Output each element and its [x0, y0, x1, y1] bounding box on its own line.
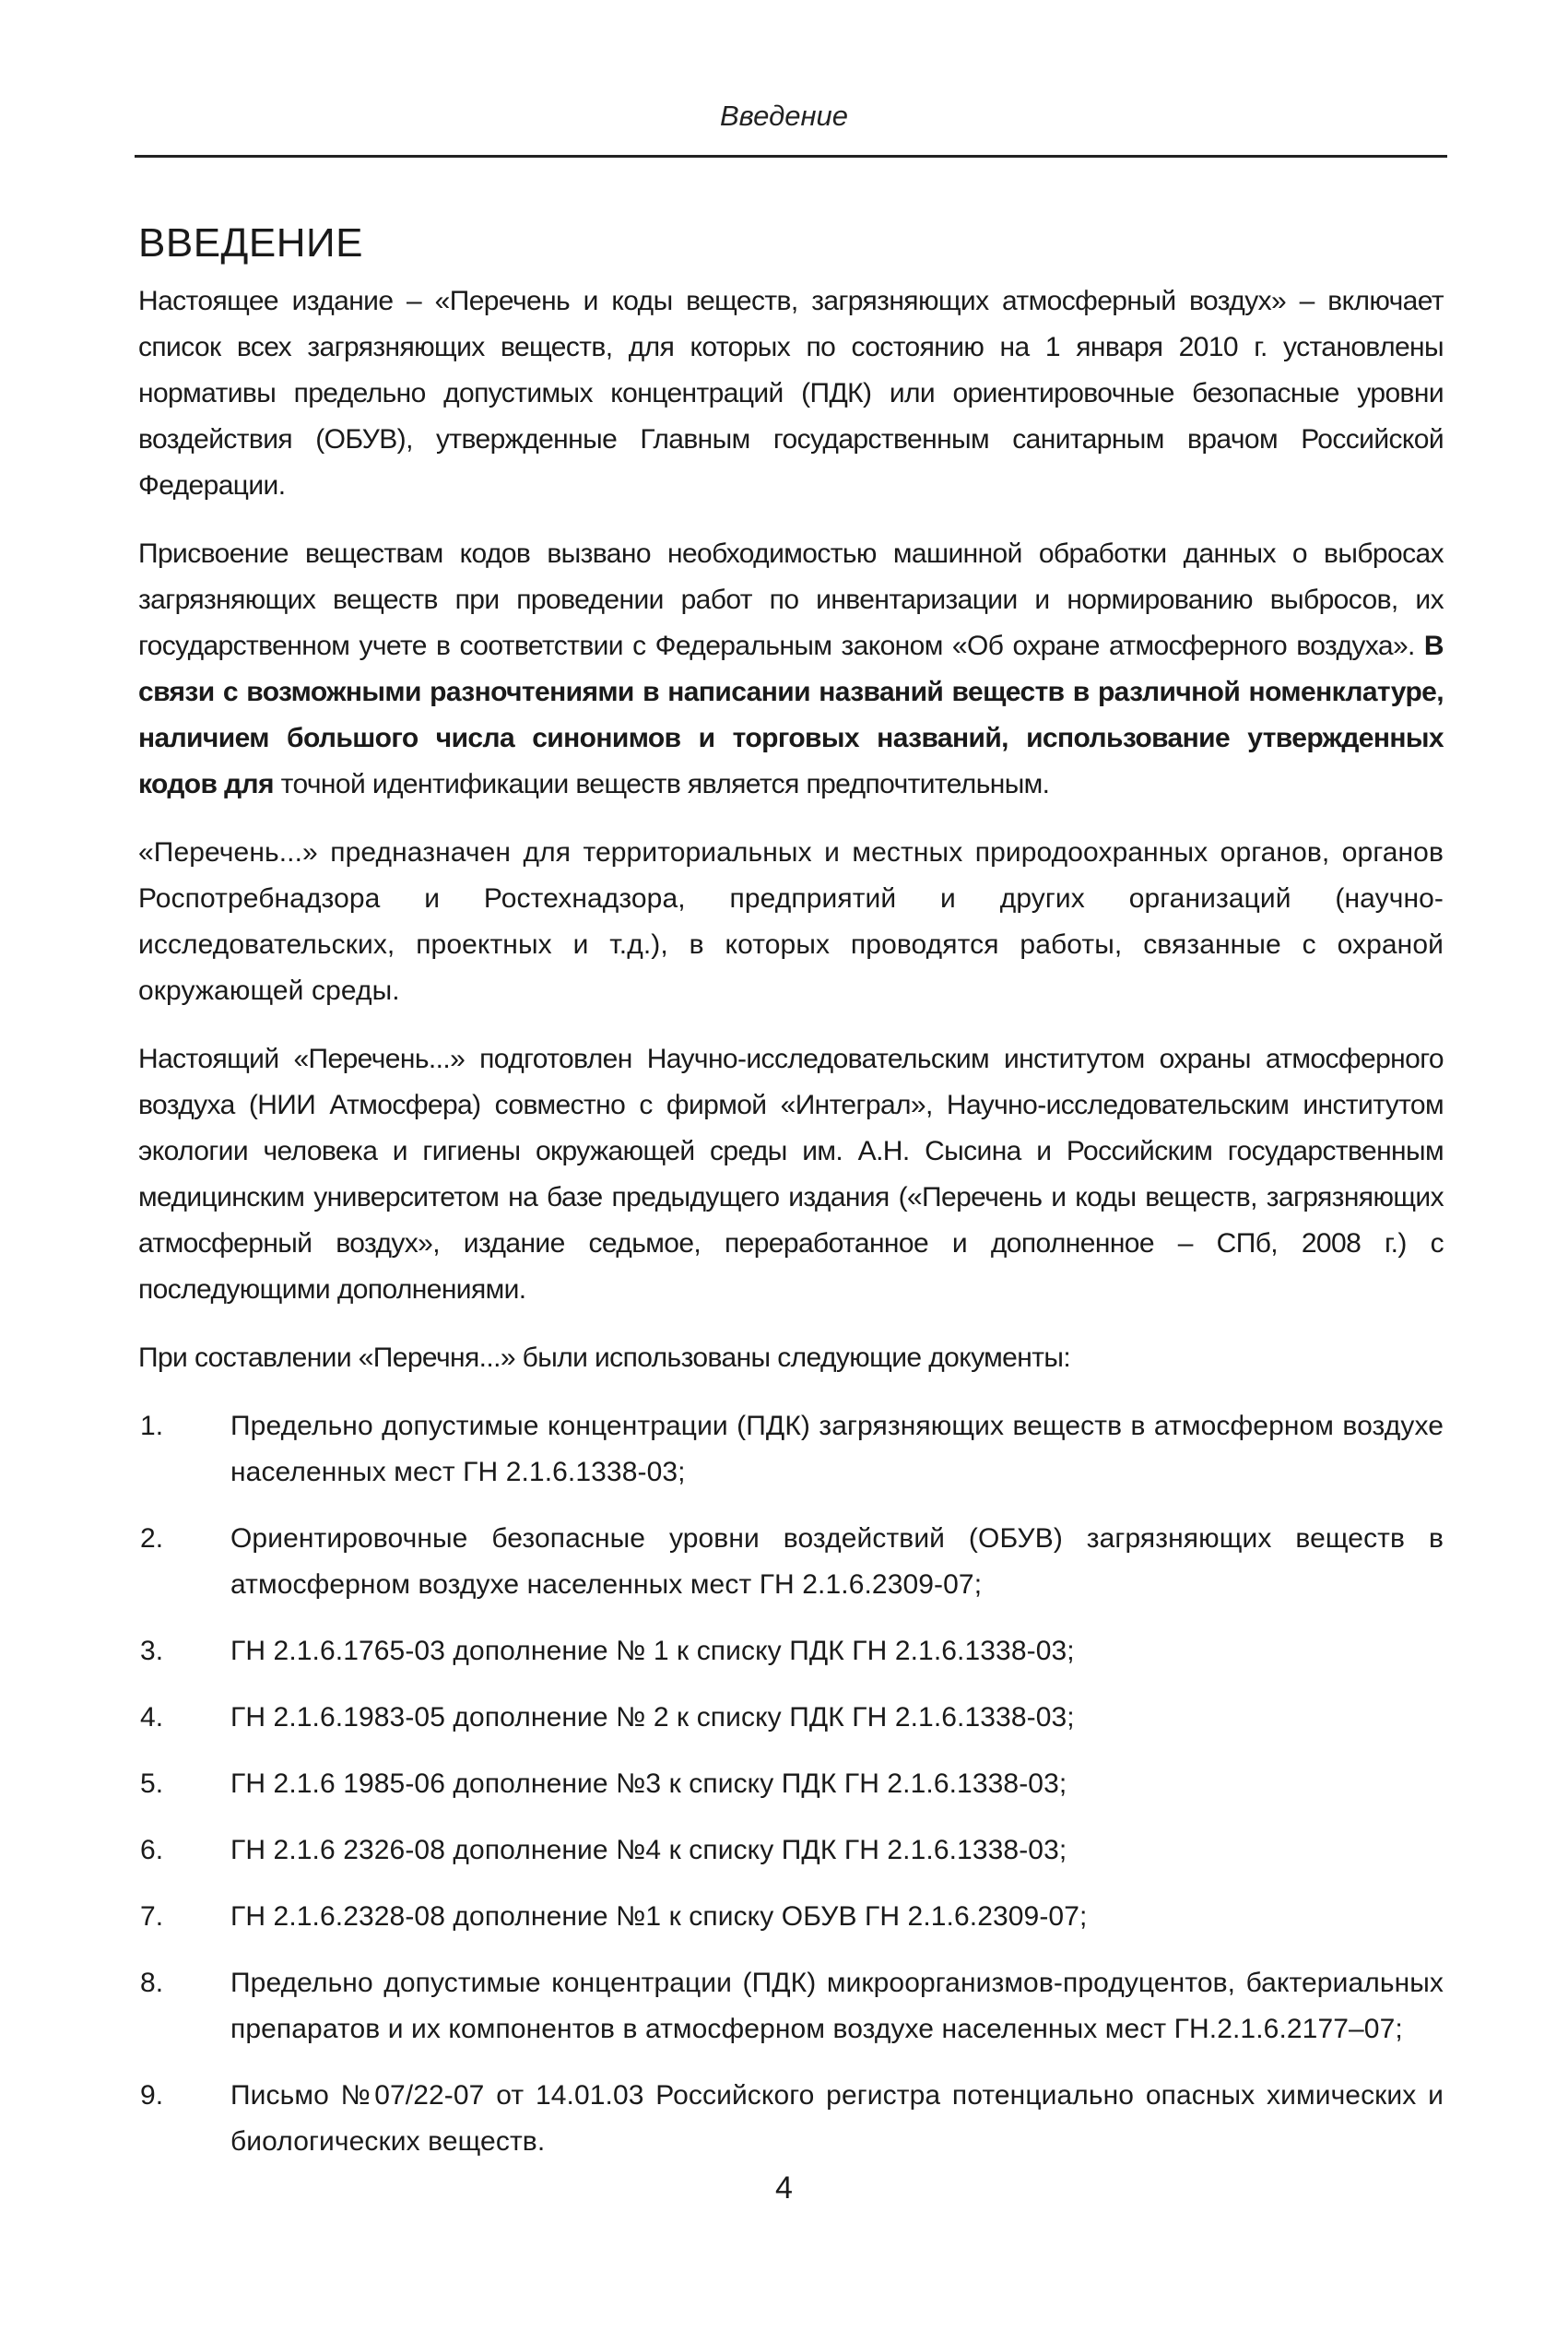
list-item	[138, 1960, 1444, 2052]
list-item-text: ГН 2.1.6.1983-05 дополнение № 2 к списку ПДК ГН 2.1.6.1338-03;	[230, 1702, 1075, 1733]
list-item	[138, 2073, 1444, 2165]
list-item-number: 3.	[140, 1636, 164, 1666]
list-item-text: ГН 2.1.6.2328-08 дополнение №1 к списку ОБУВ ГН 2.1.6.2309-07;	[230, 1901, 1088, 1932]
list-item-text: Предельно допустимые концентрации (ПДК) загрязняющих веществ в атмосферном воздухе населенных мест ГН 2.1.6.1338-03;	[230, 1411, 1444, 1487]
list-item-text: Ориентировочные безопасные уровни воздействий (ОБУВ) загрязняющих веществ в атмосферном воздухе населенных мест ГН 2.1.6.2309-07;	[230, 1523, 1444, 1600]
list-item	[138, 1403, 1444, 1496]
list-item	[138, 1761, 1444, 1807]
paragraph-authors: Настоящий «Перечень...» подготовлен Научно-исследовательским институтом охраны атмосферного воздуха (НИИ Атмосфера) совместно с фирмой «Интеграл», Научно-исследовательским институтом экологии человека и гигиены окружающей среды им. А.Н. Сысина и Российским государственным медицинским университетом на базе предыдущего издания («Перечень и коды веществ, загрязняющих атмосферный воздух», издание седьмое, переработанное и дополненное – СПб, 2008 г.) с последующими дополнениями.	[138, 1044, 1444, 1305]
list-item-number: 6.	[140, 1835, 164, 1865]
paragraph-codes-emphasis: В связи с возможными разночтениями в написании названий веществ в различной номенклатуре, наличием большого числа синонимов и торговых названий, использование утвержденных кодов для	[138, 631, 1444, 799]
list-item	[138, 1516, 1444, 1608]
list-item-number: 4.	[140, 1702, 164, 1733]
list-item	[138, 1894, 1444, 1940]
list-item	[138, 1695, 1444, 1741]
paragraph-documents-intro: При составлении «Перечня...» были использованы следующие документы:	[138, 1343, 1071, 1373]
list-item-number: 2.	[140, 1523, 164, 1554]
paragraph-codes-start: Присвоение веществам кодов вызвано необходимостью машинной обработки данных о выбросах загрязняющих веществ при проведении работ по инвентаризации и нормированию выбросов, их государственном учете в соответствии с Федеральным законом «Об охране атмосферного воздуха».	[138, 538, 1444, 661]
list-item	[138, 1827, 1444, 1874]
paragraph-audience: «Перечень...» предназначен для территориальных и местных природоохранных органов, органов Роспотребнадзора и Ростехнадзора, предприятий и других организаций (научно-исследовательских, проектных и т.д.), в которых проводятся работы, связанные с охраной окружающей среды.	[138, 837, 1444, 1006]
list-item-number: 5.	[140, 1768, 164, 1799]
list-item-number: 9.	[140, 2080, 164, 2111]
paragraph-codes	[138, 531, 1444, 808]
list-item-number: 8.	[140, 1968, 164, 1998]
list-item-text: ГН 2.1.6.1765-03 дополнение № 1 к списку ПДК ГН 2.1.6.1338-03;	[230, 1636, 1075, 1666]
page-content	[138, 218, 1444, 2185]
header-rule	[135, 155, 1447, 158]
list-item-text: ГН 2.1.6 1985-06 дополнение №3 к списку ПДК ГН 2.1.6.1338-03;	[230, 1768, 1067, 1799]
paragraph-intro: Настоящее издание – «Перечень и коды веществ, загрязняющих атмосферный воздух» – включает список всех загрязняющих веществ, для которых по состоянию на 1 января 2010 г. установлены нормативы предельно допустимых концентраций (ПДК) или ориентировочные безопасные уровни воздействия (ОБУВ), утвержденные Главным государственным санитарным врачом Российской Федерации.	[138, 286, 1444, 501]
list-item-number: 1.	[140, 1411, 164, 1441]
section-title: ВВЕДЕНИЕ	[138, 220, 363, 266]
list-item-text: ГН 2.1.6 2326-08 дополнение №4 к списку ПДК ГН 2.1.6.1338-03;	[230, 1835, 1067, 1865]
list-item-text: Письмо №07/22-07 от 14.01.03 Российского регистра потенциально опасных химических и биологических веществ.	[230, 2080, 1444, 2157]
running-header: Введение	[720, 100, 848, 132]
list-item	[138, 1628, 1444, 1674]
paragraph-codes-end: точной идентификации веществ является предпочтительным.	[273, 769, 1050, 799]
list-item-number: 7.	[140, 1901, 164, 1932]
page-number: 4	[775, 2170, 793, 2206]
documents-list	[138, 1403, 1444, 2165]
list-item-text: Предельно допустимые концентрации (ПДК) микроорганизмов-продуцентов, бактериальных препаратов и их компонентов в атмосферном воздухе населенных мест ГН.2.1.6.2177–07;	[230, 1968, 1444, 2044]
